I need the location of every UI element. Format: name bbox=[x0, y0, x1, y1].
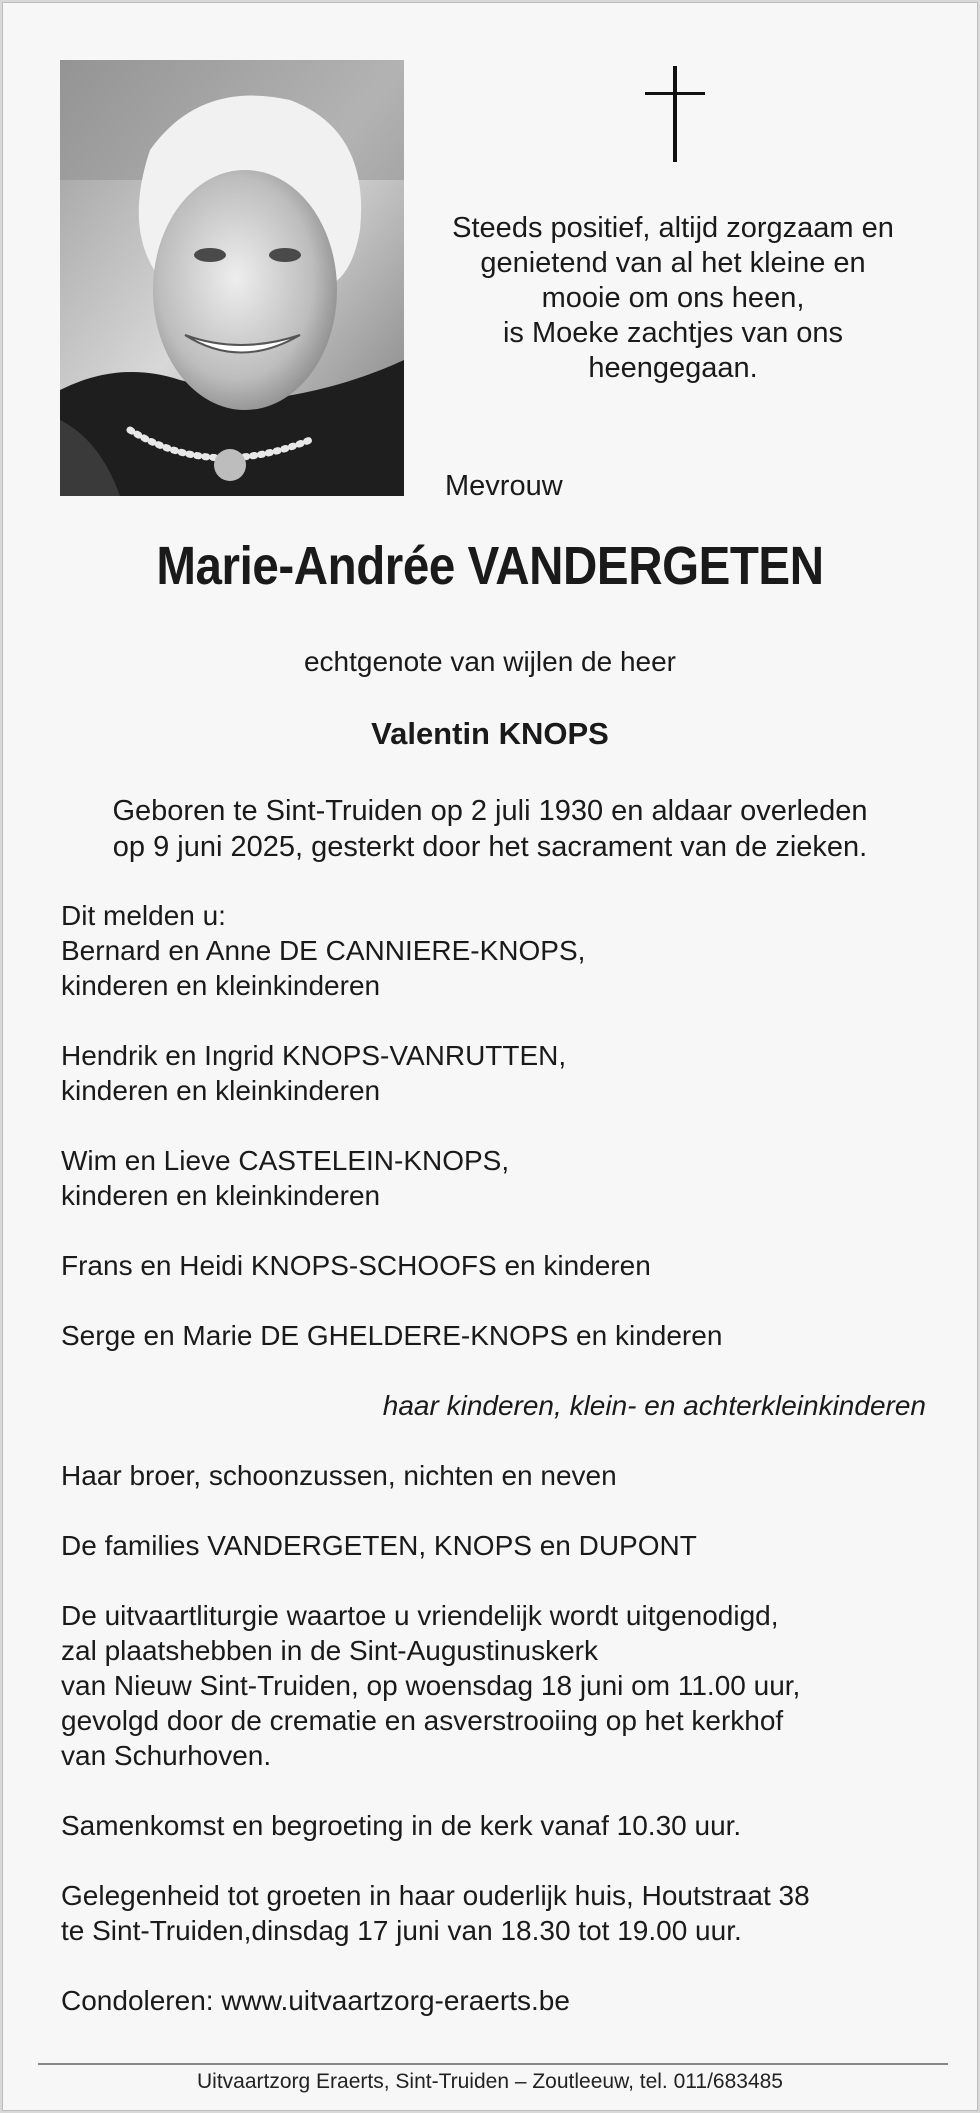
cross-icon bbox=[645, 66, 705, 162]
birth-line: Geboren te Sint-Truiden op 2 juli 1930 en aldaar overleden bbox=[112, 795, 868, 827]
poem bbox=[423, 211, 923, 386]
deceased-name: Marie-Andrée VANDERGETEN bbox=[156, 536, 824, 596]
poem-line: Steeds positief, altijd zorgzaam en bbox=[452, 212, 894, 244]
family-line: Wim en Lieve CASTELEIN-KNOPS, bbox=[61, 1145, 510, 1176]
portrait-image bbox=[60, 60, 404, 496]
poem-line: heengegaan. bbox=[588, 352, 758, 384]
poem-line: genietend van al het kleine en bbox=[480, 247, 866, 279]
funeral-line: van Schurhoven. bbox=[61, 1740, 272, 1771]
family-line: Serge en Marie DE GHELDERE-KNOPS en kinderen bbox=[61, 1320, 723, 1351]
obituary-card bbox=[2, 2, 978, 2111]
family-line: Hendrik en Ingrid KNOPS-VANRUTTEN, bbox=[61, 1040, 567, 1071]
visit-line: Gelegenheid tot groeten in haar ouderlijk huis, Houtstraat 38 bbox=[61, 1880, 810, 1911]
gathering-line: Samenkomst en begroeting in de kerk vanaf 10.30 uur. bbox=[61, 1810, 742, 1841]
families-line: De families VANDERGETEN, KNOPS en DUPONT bbox=[61, 1530, 697, 1561]
family-line: Frans en Heidi KNOPS-SCHOOFS en kinderen bbox=[61, 1250, 651, 1281]
funeral-line: zal plaatshebben in de Sint-Augustinuskerk bbox=[61, 1635, 599, 1666]
funeral-line: gevolgd door de crematie en asverstrooiing op het kerkhof bbox=[61, 1705, 784, 1736]
obituary-body bbox=[61, 898, 941, 2018]
funeral-home-footer: Uitvaartzorg Eraerts, Sint-Truiden – Zoutleeuw, tel. 011/683485 bbox=[197, 2070, 783, 2093]
birth-line: op 9 juni 2025, gesterkt door het sacrament van de zieken. bbox=[112, 831, 868, 863]
descendants-summary: haar kinderen, klein- en achterkleinkinderen bbox=[382, 1390, 926, 1421]
family-line: Bernard en Anne DE CANNIERE-KNOPS, bbox=[61, 935, 586, 966]
family-line: kinderen en kleinkinderen bbox=[61, 970, 381, 1001]
poem-line: mooie om ons heen, bbox=[541, 282, 805, 314]
honorific-title: Mevrouw bbox=[445, 470, 563, 502]
mourners-intro: Dit melden u: bbox=[61, 900, 226, 931]
family-line: kinderen en kleinkinderen bbox=[61, 1075, 381, 1106]
condolences-link[interactable]: Condoleren: www.uitvaartzorg-eraerts.be bbox=[61, 1985, 570, 2016]
birth-death-info bbox=[3, 793, 977, 865]
spouse-name: Valentin KNOPS bbox=[371, 716, 609, 751]
spouse-relation: echtgenote van wijlen de heer bbox=[303, 646, 677, 677]
family-line: kinderen en kleinkinderen bbox=[61, 1180, 381, 1211]
funeral-line: De uitvaartliturgie waartoe u vriendelijk wordt uitgenodigd, bbox=[61, 1600, 779, 1631]
footer-divider bbox=[38, 2063, 948, 2065]
portrait-photo bbox=[60, 60, 404, 496]
poem-line: is Moeke zachtjes van ons bbox=[502, 317, 844, 349]
relatives-line: Haar broer, schoonzussen, nichten en neven bbox=[61, 1460, 617, 1491]
funeral-line: van Nieuw Sint-Truiden, op woensdag 18 juni om 11.00 uur, bbox=[61, 1670, 801, 1701]
visit-line: te Sint-Truiden,dinsdag 17 juni van 18.30 tot 19.00 uur. bbox=[61, 1915, 742, 1946]
